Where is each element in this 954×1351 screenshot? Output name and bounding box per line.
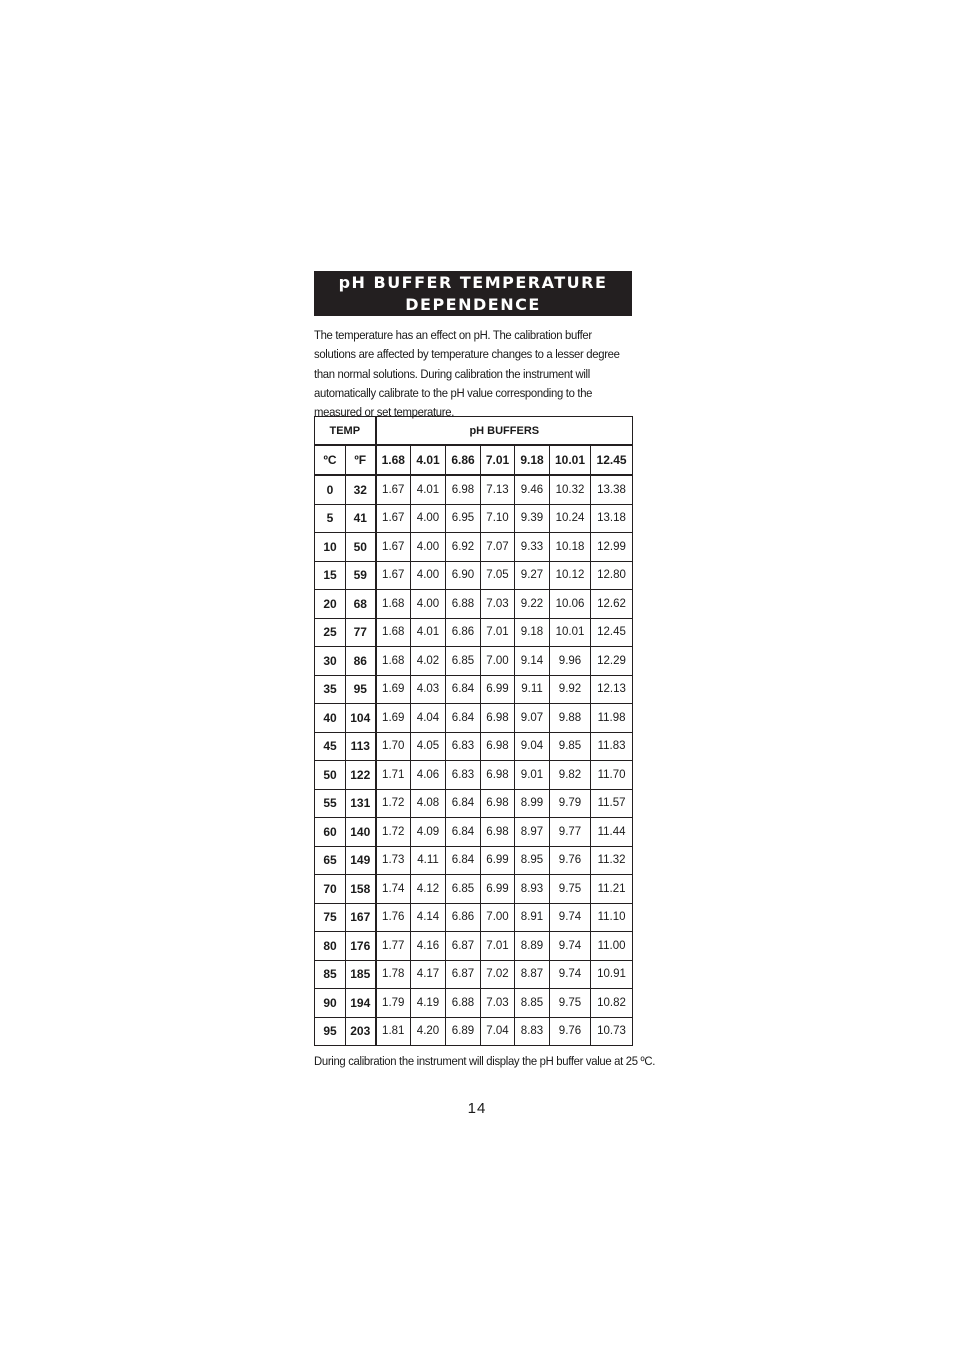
buffer-value-cell: 6.85 xyxy=(446,875,481,904)
buffer-value-cell: 8.85 xyxy=(515,989,550,1018)
buffer-value-cell: 7.01 xyxy=(481,618,515,647)
buffer-value-cell: 7.07 xyxy=(481,533,515,562)
buffer-value-cell: 10.12 xyxy=(550,561,591,590)
buffer-header: 6.86 xyxy=(446,445,481,475)
buffer-value-cell: 6.88 xyxy=(446,989,481,1018)
table-row xyxy=(315,704,633,733)
buffer-value-cell: 4.09 xyxy=(411,818,446,847)
buffer-value-cell: 1.74 xyxy=(376,875,411,904)
buffer-value-cell: 6.98 xyxy=(446,475,481,504)
buffer-value-cell: 9.04 xyxy=(515,732,550,761)
celsius-cell: 90 xyxy=(315,989,346,1018)
buffer-value-cell: 1.81 xyxy=(376,1017,411,1046)
buffer-value-cell: 6.84 xyxy=(446,846,481,875)
celsius-cell: 65 xyxy=(315,846,346,875)
buffer-value-cell: 11.83 xyxy=(591,732,633,761)
buffer-value-cell: 6.89 xyxy=(446,1017,481,1046)
buffer-value-cell: 11.98 xyxy=(591,704,633,733)
buffer-value-cell: 9.76 xyxy=(550,846,591,875)
table-row xyxy=(315,647,633,676)
table-row xyxy=(315,903,633,932)
buffer-value-cell: 8.95 xyxy=(515,846,550,875)
buffer-value-cell: 8.99 xyxy=(515,789,550,818)
buffer-value-cell: 4.00 xyxy=(411,590,446,619)
buffer-value-cell: 6.92 xyxy=(446,533,481,562)
buffer-header: 12.45 xyxy=(591,445,633,475)
buffer-value-cell: 1.69 xyxy=(376,704,411,733)
buffer-value-cell: 7.00 xyxy=(481,647,515,676)
buffer-value-cell: 9.33 xyxy=(515,533,550,562)
celsius-header: ºC xyxy=(315,445,346,475)
table-row xyxy=(315,618,633,647)
buffer-value-cell: 10.01 xyxy=(550,618,591,647)
buffer-value-cell: 6.90 xyxy=(446,561,481,590)
buffer-value-cell: 9.46 xyxy=(515,475,550,504)
buffer-value-cell: 8.83 xyxy=(515,1017,550,1046)
table-row xyxy=(315,989,633,1018)
buffer-value-cell: 9.39 xyxy=(515,504,550,533)
buffer-value-cell: 9.11 xyxy=(515,675,550,704)
buffer-value-cell: 11.44 xyxy=(591,818,633,847)
fahrenheit-cell: 77 xyxy=(346,618,376,647)
table-row xyxy=(315,504,633,533)
table-row xyxy=(315,1017,633,1046)
temp-header: TEMP xyxy=(315,417,376,446)
buffer-value-cell: 6.99 xyxy=(481,675,515,704)
buffer-value-cell: 9.01 xyxy=(515,761,550,790)
fahrenheit-cell: 32 xyxy=(346,475,376,504)
celsius-cell: 10 xyxy=(315,533,346,562)
buffer-value-cell: 6.95 xyxy=(446,504,481,533)
buffer-value-cell: 4.12 xyxy=(411,875,446,904)
table-row xyxy=(315,960,633,989)
buffer-value-cell: 10.24 xyxy=(550,504,591,533)
buffer-value-cell: 4.05 xyxy=(411,732,446,761)
buffer-value-cell: 1.68 xyxy=(376,618,411,647)
section-title-line1: pH BUFFER TEMPERATURE xyxy=(338,272,608,292)
table-row xyxy=(315,590,633,619)
buffer-value-cell: 1.71 xyxy=(376,761,411,790)
buffer-value-cell: 6.83 xyxy=(446,732,481,761)
table-header-row xyxy=(315,417,633,446)
fahrenheit-cell: 167 xyxy=(346,903,376,932)
fahrenheit-cell: 185 xyxy=(346,960,376,989)
fahrenheit-cell: 203 xyxy=(346,1017,376,1046)
buffer-value-cell: 11.10 xyxy=(591,903,633,932)
buffer-value-cell: 9.85 xyxy=(550,732,591,761)
celsius-cell: 30 xyxy=(315,647,346,676)
buffer-value-cell: 4.02 xyxy=(411,647,446,676)
celsius-cell: 40 xyxy=(315,704,346,733)
buffer-value-cell: 6.84 xyxy=(446,675,481,704)
buffer-value-cell: 6.87 xyxy=(446,932,481,961)
buffer-value-cell: 12.13 xyxy=(591,675,633,704)
buffer-header: 1.68 xyxy=(376,445,411,475)
buffer-value-cell: 1.67 xyxy=(376,475,411,504)
buffer-value-cell: 13.38 xyxy=(591,475,633,504)
buffer-value-cell: 9.82 xyxy=(550,761,591,790)
buffer-value-cell: 6.98 xyxy=(481,704,515,733)
buffer-value-cell: 6.86 xyxy=(446,618,481,647)
section-title-line2: DEPENDENCE xyxy=(405,294,541,314)
buffer-value-cell: 4.08 xyxy=(411,789,446,818)
buffer-value-cell: 1.79 xyxy=(376,989,411,1018)
buffer-value-cell: 1.67 xyxy=(376,533,411,562)
fahrenheit-cell: 176 xyxy=(346,932,376,961)
buffers-header: pH BUFFERS xyxy=(376,417,633,446)
buffer-value-cell: 6.88 xyxy=(446,590,481,619)
table-row xyxy=(315,475,633,504)
fahrenheit-cell: 194 xyxy=(346,989,376,1018)
buffer-value-cell: 9.07 xyxy=(515,704,550,733)
celsius-cell: 5 xyxy=(315,504,346,533)
buffer-value-cell: 11.21 xyxy=(591,875,633,904)
buffer-value-cell: 7.13 xyxy=(481,475,515,504)
buffer-value-cell: 1.78 xyxy=(376,960,411,989)
buffer-value-cell: 7.00 xyxy=(481,903,515,932)
buffer-value-cell: 9.22 xyxy=(515,590,550,619)
buffer-header: 9.18 xyxy=(515,445,550,475)
buffer-value-cell: 4.17 xyxy=(411,960,446,989)
table-row xyxy=(315,818,633,847)
table-row xyxy=(315,675,633,704)
buffer-value-cell: 6.84 xyxy=(446,704,481,733)
buffer-value-cell: 8.89 xyxy=(515,932,550,961)
buffer-value-cell: 9.18 xyxy=(515,618,550,647)
buffer-value-cell: 10.91 xyxy=(591,960,633,989)
fahrenheit-cell: 41 xyxy=(346,504,376,533)
buffer-value-cell: 9.27 xyxy=(515,561,550,590)
buffer-value-cell: 10.82 xyxy=(591,989,633,1018)
ph-buffer-table xyxy=(314,416,633,1046)
buffer-value-cell: 7.01 xyxy=(481,932,515,961)
buffer-value-cell: 4.03 xyxy=(411,675,446,704)
fahrenheit-cell: 59 xyxy=(346,561,376,590)
buffer-value-cell: 8.97 xyxy=(515,818,550,847)
table-row xyxy=(315,789,633,818)
buffer-value-cell: 6.99 xyxy=(481,875,515,904)
buffer-value-cell: 1.70 xyxy=(376,732,411,761)
celsius-cell: 0 xyxy=(315,475,346,504)
buffer-value-cell: 1.67 xyxy=(376,561,411,590)
fahrenheit-cell: 68 xyxy=(346,590,376,619)
buffer-value-cell: 9.96 xyxy=(550,647,591,676)
buffer-value-cell: 7.03 xyxy=(481,590,515,619)
buffer-value-cell: 9.74 xyxy=(550,903,591,932)
celsius-cell: 95 xyxy=(315,1017,346,1046)
buffer-value-cell: 6.99 xyxy=(481,846,515,875)
celsius-cell: 35 xyxy=(315,675,346,704)
buffer-value-cell: 6.83 xyxy=(446,761,481,790)
buffer-value-cell: 4.06 xyxy=(411,761,446,790)
page-number: 14 xyxy=(467,1100,487,1117)
buffer-value-cell: 11.57 xyxy=(591,789,633,818)
buffer-value-cell: 9.79 xyxy=(550,789,591,818)
buffer-value-cell: 10.32 xyxy=(550,475,591,504)
celsius-cell: 50 xyxy=(315,761,346,790)
buffer-value-cell: 8.87 xyxy=(515,960,550,989)
buffer-value-cell: 9.76 xyxy=(550,1017,591,1046)
buffer-value-cell: 6.86 xyxy=(446,903,481,932)
section-title xyxy=(314,271,632,316)
buffer-value-cell: 6.98 xyxy=(481,761,515,790)
buffer-value-cell: 4.14 xyxy=(411,903,446,932)
buffer-value-cell: 6.85 xyxy=(446,647,481,676)
fahrenheit-cell: 86 xyxy=(346,647,376,676)
celsius-cell: 60 xyxy=(315,818,346,847)
buffer-value-cell: 11.00 xyxy=(591,932,633,961)
buffer-value-cell: 9.14 xyxy=(515,647,550,676)
fahrenheit-cell: 95 xyxy=(346,675,376,704)
table-row xyxy=(315,533,633,562)
buffer-value-cell: 7.10 xyxy=(481,504,515,533)
buffer-value-cell: 1.72 xyxy=(376,818,411,847)
buffer-value-cell: 9.88 xyxy=(550,704,591,733)
fahrenheit-cell: 158 xyxy=(346,875,376,904)
buffer-value-cell: 1.68 xyxy=(376,590,411,619)
buffer-header: 7.01 xyxy=(481,445,515,475)
fahrenheit-cell: 50 xyxy=(346,533,376,562)
buffer-value-cell: 6.87 xyxy=(446,960,481,989)
buffer-value-cell: 4.01 xyxy=(411,618,446,647)
celsius-cell: 55 xyxy=(315,789,346,818)
buffer-value-cell: 12.80 xyxy=(591,561,633,590)
buffer-value-cell: 4.04 xyxy=(411,704,446,733)
buffer-value-cell: 4.20 xyxy=(411,1017,446,1046)
buffer-value-cell: 11.70 xyxy=(591,761,633,790)
buffer-value-cell: 10.73 xyxy=(591,1017,633,1046)
buffer-header: 10.01 xyxy=(550,445,591,475)
buffer-value-cell: 1.68 xyxy=(376,647,411,676)
buffer-value-cell: 9.77 xyxy=(550,818,591,847)
table-row xyxy=(315,846,633,875)
table-row xyxy=(315,761,633,790)
celsius-cell: 25 xyxy=(315,618,346,647)
table-row xyxy=(315,932,633,961)
buffer-value-cell: 7.02 xyxy=(481,960,515,989)
buffer-value-cell: 6.84 xyxy=(446,789,481,818)
buffer-value-cell: 10.06 xyxy=(550,590,591,619)
buffer-value-cell: 7.05 xyxy=(481,561,515,590)
buffer-value-cell: 4.11 xyxy=(411,846,446,875)
buffer-value-cell: 6.98 xyxy=(481,789,515,818)
buffer-value-cell: 6.98 xyxy=(481,732,515,761)
buffer-value-cell: 4.01 xyxy=(411,475,446,504)
buffer-value-cell: 4.00 xyxy=(411,561,446,590)
buffer-value-cell: 13.18 xyxy=(591,504,633,533)
buffer-value-cell: 4.16 xyxy=(411,932,446,961)
buffer-value-cell: 12.29 xyxy=(591,647,633,676)
buffer-value-cell: 9.92 xyxy=(550,675,591,704)
table-row xyxy=(315,875,633,904)
buffer-value-cell: 10.18 xyxy=(550,533,591,562)
buffer-value-cell: 8.91 xyxy=(515,903,550,932)
buffer-value-cell: 12.45 xyxy=(591,618,633,647)
fahrenheit-cell: 149 xyxy=(346,846,376,875)
table-row xyxy=(315,732,633,761)
buffer-value-cell: 1.69 xyxy=(376,675,411,704)
footnote: During calibration the instrument will display the pH buffer value at 25 ºC. xyxy=(314,1054,656,1068)
fahrenheit-cell: 104 xyxy=(346,704,376,733)
buffer-value-cell: 9.74 xyxy=(550,960,591,989)
table-subheader-row xyxy=(315,445,633,475)
buffer-header: 4.01 xyxy=(411,445,446,475)
celsius-cell: 75 xyxy=(315,903,346,932)
buffer-value-cell: 4.00 xyxy=(411,533,446,562)
buffer-value-cell: 1.67 xyxy=(376,504,411,533)
buffer-value-cell: 4.00 xyxy=(411,504,446,533)
fahrenheit-cell: 113 xyxy=(346,732,376,761)
buffer-value-cell: 7.03 xyxy=(481,989,515,1018)
buffer-value-cell: 8.93 xyxy=(515,875,550,904)
buffer-value-cell: 1.72 xyxy=(376,789,411,818)
buffer-value-cell: 1.76 xyxy=(376,903,411,932)
buffer-value-cell: 12.62 xyxy=(591,590,633,619)
buffer-value-cell: 11.32 xyxy=(591,846,633,875)
buffer-value-cell: 7.04 xyxy=(481,1017,515,1046)
celsius-cell: 15 xyxy=(315,561,346,590)
fahrenheit-cell: 131 xyxy=(346,789,376,818)
buffer-value-cell: 4.19 xyxy=(411,989,446,1018)
intro-paragraph: The temperature has an effect on pH. The calibration buffer solutions are affected by temperature changes to a lesser degree than normal solutions. During calibration the instrument will automatically calibrate to the pH value corresponding to the measured or set temperature. xyxy=(314,328,620,420)
buffer-value-cell: 1.73 xyxy=(376,846,411,875)
celsius-cell: 85 xyxy=(315,960,346,989)
fahrenheit-cell: 140 xyxy=(346,818,376,847)
buffer-value-cell: 9.75 xyxy=(550,875,591,904)
buffer-value-cell: 6.98 xyxy=(481,818,515,847)
celsius-cell: 80 xyxy=(315,932,346,961)
buffer-value-cell: 6.84 xyxy=(446,818,481,847)
buffer-value-cell: 9.75 xyxy=(550,989,591,1018)
buffer-value-cell: 9.74 xyxy=(550,932,591,961)
celsius-cell: 70 xyxy=(315,875,346,904)
fahrenheit-cell: 122 xyxy=(346,761,376,790)
buffer-value-cell: 1.77 xyxy=(376,932,411,961)
buffer-value-cell: 12.99 xyxy=(591,533,633,562)
celsius-cell: 45 xyxy=(315,732,346,761)
table-row xyxy=(315,561,633,590)
fahrenheit-header: ºF xyxy=(346,445,376,475)
celsius-cell: 20 xyxy=(315,590,346,619)
